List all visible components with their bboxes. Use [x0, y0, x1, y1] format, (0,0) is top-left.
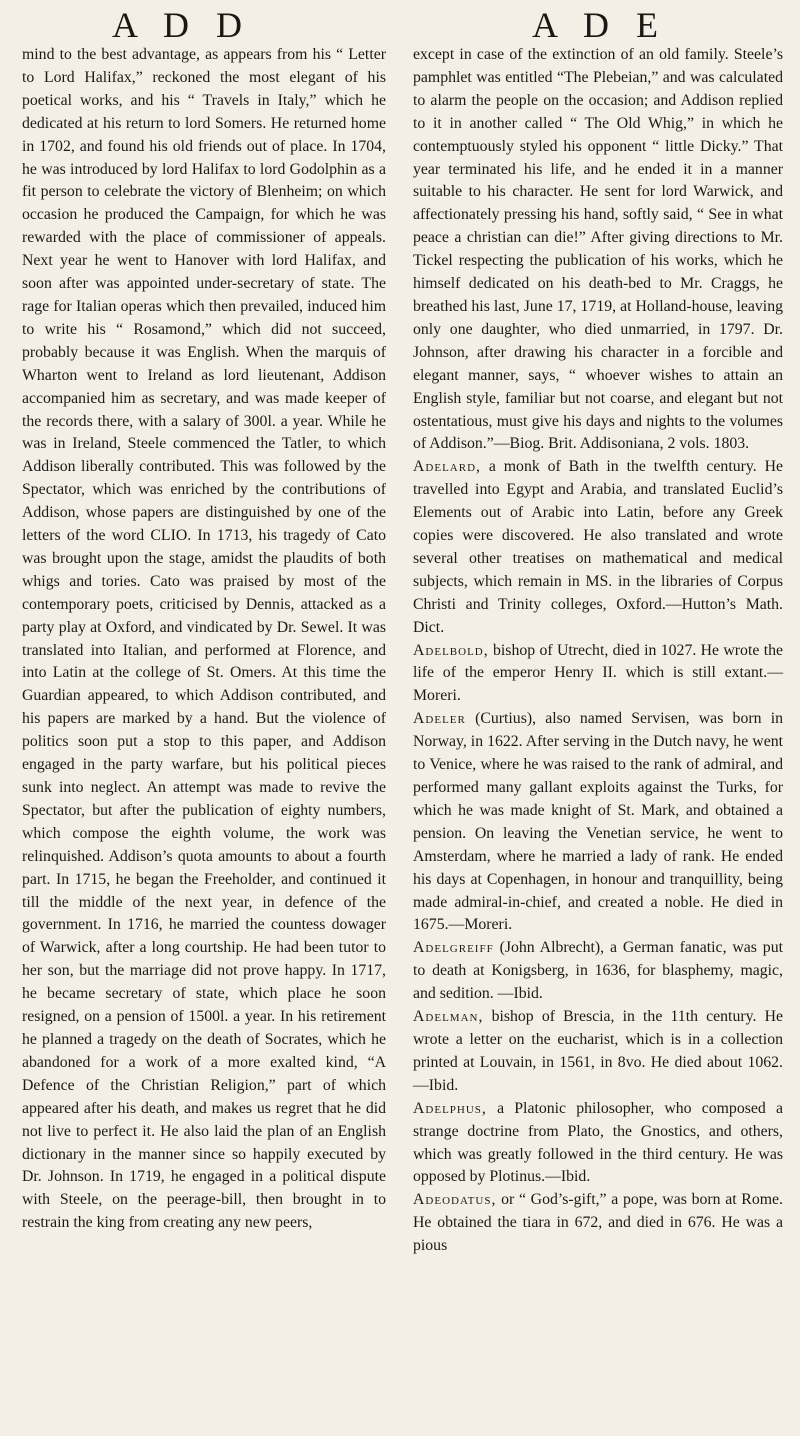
entry-body: or “ God’s-gift,” a pope, was born at Rome. He obtained the tiara in 672, and died in 676. He was a pious — [413, 1191, 783, 1255]
entry-adelgreiff — [413, 937, 783, 1006]
entry-adelphus — [413, 1098, 783, 1190]
entry-adelard — [413, 456, 783, 639]
entry-headword: Adelard, — [413, 458, 481, 476]
entry-headword: Adeler — [413, 710, 466, 728]
continued-entry-addison: mind to the best advantage, as appears from his “ Letter to Lord Halifax,” reckoned the most elegant of his poetical works, and his “ Travels in Italy,” which he dedicated at his return to lord Somers. He returned home in 1702, and found his old friends out of place. In 1704, he was introduced by lord Halifax to lord Godolphin as a fit person to celebrate the victory of Blenheim; on which occasion he produced the Campaign, for which he was rewarded with the place of commissioner of appeals. Next year he went to Hanover with lord Halifax, and soon after was appointed under-secretary of state. The rage for Italian operas which then prevailed, induced him to write his “ Rosamond,” which did not succeed, probably because it was English. When the marquis of Wharton went to Ireland as lord lieutenant, Addison accompanied him as secretary, and was made keeper of the records there, with a salary of 300l. a year. While he was in Ireland, Steele commenced the Tatler, to which Addison liberally contributed. This was followed by the Spectator, which was enriched by the contributions of Addison, whose papers are distinguished by one of the letters of the word CLIO. In 1713, his tragedy of Cato was brought upon the stage, amidst the plaudits of both whigs and tories. Cato was praised by most of the contemporary poets, criticised by Dennis, attacked as a party play at Oxford, and vindicated by Dr. Sewel. It was translated into Italian, and performed at Florence, and into Latin at the college of St. Omers. At this time the Guardian appeared, to which Addison contributed, and his papers are marked by a hand. But the violence of politics soon put a stop to this paper, and Addison engaged in the party warfare, but his political pieces sunk into neglect. An attempt was made to revive the Spectator, but after the publication of eighty numbers, which compose the eighth volume, the work was relinquished. Addison’s quota amounts to about a fourth part. In 1715, he began the Freeholder, and continued it till the middle of the next year, in defence of the government. In 1716, he married the countess dowager of Warwick, after a long courtship. He had been tutor to her son, but the marriage did not prove happy. In 1717, he became secretary of state, which place he soon resigned, on a pension of 1500l. a year. In his retirement he planned a tragedy on the death of Socrates, which he abandoned for a work of a more exalted kind, “A Defence of the Christian Religion,” part of which appeared after his death, and makes us regret that he did not live to perfect it. He also laid the plan of an English dictionary in the manner since so happily executed by Dr. Johnson. In 1719, he engaged in a political dispute with Steele, on the peerage-bill, then brought in to restrain the king from creating any new peers, — [22, 46, 386, 1232]
entry-headword: Adelman, — [413, 1008, 484, 1026]
entry-adelman — [413, 1006, 783, 1098]
entry-body: bishop of Utrecht, died in 1027. He wrote the life of the emperor Henry II. which is still extant.—Moreri. — [413, 641, 783, 705]
entry-body: (Curtius), also named Servisen, was born in Norway, in 1622. After serving in the Dutch navy, he went to Venice, where he was raised to the rank of admiral, and performed many gallant exploits against the Turks, for which he was made knight of St. Mark, and obtained a pension. On leaving the Venetian service, he went to Amsterdam, where he married a lady of rank. He ended his days at Copenhagen, in honour and tranquillity, being made admiral-in-chief, and created a noble. He died in 1675.—Moreri. — [413, 710, 783, 934]
entry-headword: Adelbold, — [413, 641, 489, 659]
entry-body: a monk of Bath in the twelfth century. He travelled into Egypt and Arabia, and translated Euclid’s Elements out of Arabic into Latin, before any Greek copies were discovered. He also translated and wrote several other treatises on mathematical and medical subjects, which remain in MS. in the libraries of Corpus Christi and Trinity colleges, Oxford.—Hutton’s Math. Dict. — [413, 458, 783, 636]
entry-headword: Adeodatus, — [413, 1191, 497, 1209]
entry-adeodatus — [413, 1189, 783, 1258]
entry-adeler — [413, 708, 783, 937]
left-column — [22, 44, 386, 1235]
right-column — [413, 44, 783, 1258]
running-head-right: A D E — [532, 5, 667, 45]
entry-body: (John Albrecht), a German fanatic, was put to death at Konigsberg, in 1636, for blasphemy, magic, and sedition. —Ibid. — [413, 939, 783, 1003]
entry-headword: Adelgreiff — [413, 939, 494, 957]
continued-entry-addison-end: except in case of the extinction of an old family. Steele’s pamphlet was entitled “The Plebeian,” and was calculated to alarm the people on the occasion; and Addison replied to it in another called “ The Old Whig,” in which he contemptuously styled his opponent “ little Dicky.” That year terminated his life, and he ended it in a manner suitable to his character. He sent for lord Warwick, and affectionately pressing his hand, softly said, “ See in what peace a christian can die!” After giving directions to Mr. Tickel respecting the publication of his works, which he himself dedicated on his death-bed to Mr. Craggs, he breathed his last, June 17, 1719, at Holland-house, leaving only one daughter, who died unmarried, in 1797. Dr. Johnson, after drawing his character in a forcible and elegant manner, says, “ whoever wishes to attain an English style, familiar but not coarse, and elegant but not ostentatious, must give his days and nights to the volumes of Addison.”—Biog. Brit. Addisoniana, 2 vols. 1803. — [413, 46, 783, 453]
entry-headword: Adelphus, — [413, 1099, 487, 1117]
entry-adelbold — [413, 640, 783, 709]
running-head-left: A D D — [112, 5, 252, 45]
entry-body: a Platonic philosopher, who composed a strange doctrine from Plato, the Gnostics, and others, which was greatly followed in the third century. He was opposed by Plotinus.—Ibid. — [413, 1099, 783, 1186]
entry-body: bishop of Brescia, in the 11th century. He wrote a letter on the eucharist, which is in a collection printed at Louvain, in 1561, in 8vo. He died about 1062. —Ibid. — [413, 1008, 783, 1094]
